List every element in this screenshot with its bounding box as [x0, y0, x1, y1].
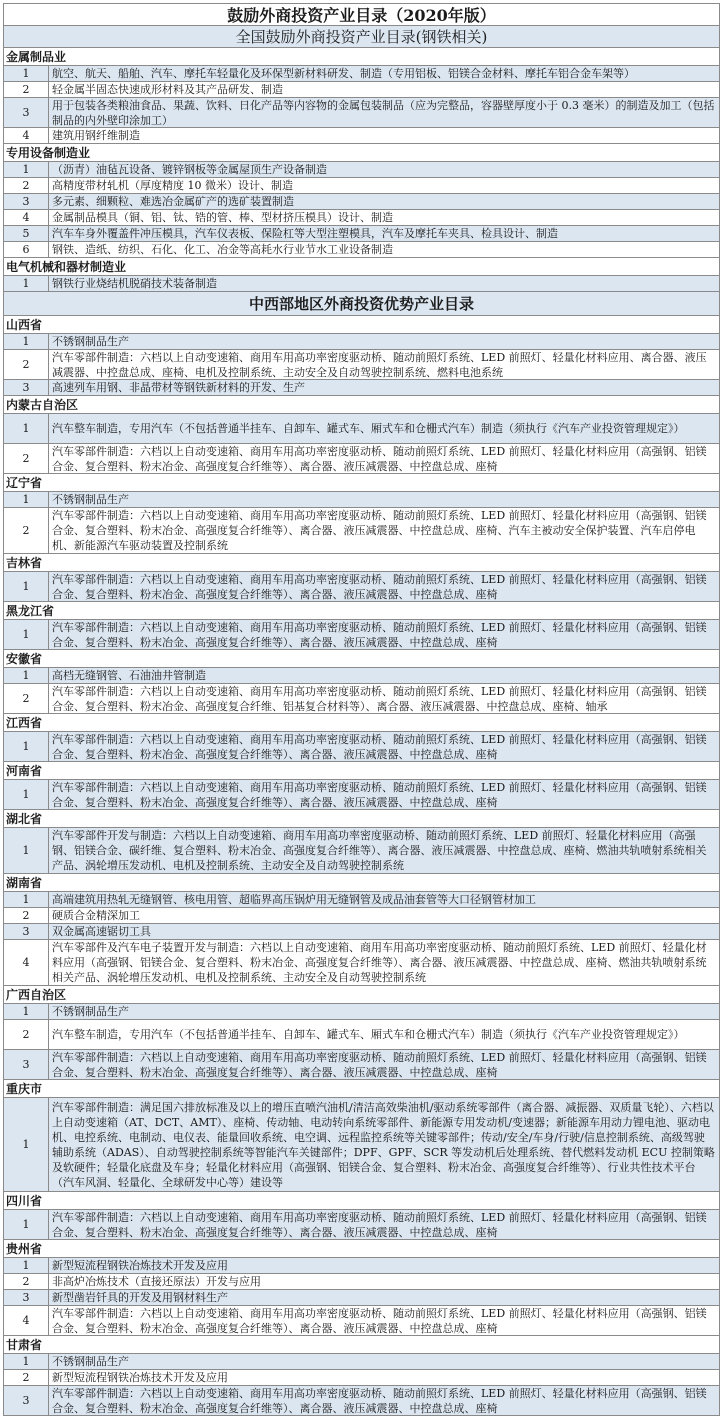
- row-text: 汽车零部件制造：六档以上自动变速箱、商用车用高功率密度驱动桥、随动前照灯系统、LED 前照灯、轻量化材料应用（高强钢、铝镁合金、复合塑料、粉末冶金、高强度复合纤维等）、离合器、液压减震器、中控盘总成、座椅: [52, 444, 707, 473]
- province-header: 甘肃省: [4, 1336, 720, 1354]
- western-catalog-title: 中西部地区外商投资优势产业目录: [4, 292, 720, 316]
- row-text: 汽车整车制造，专用汽车（不包括普通半挂车、自卸车、罐式车、厢式车和仓栅式汽车）制造（须执行《汽车产业投资管理规定》）: [52, 1028, 685, 1041]
- table-row: [4, 732, 720, 762]
- table-row: [4, 1370, 720, 1386]
- table-row: [4, 924, 720, 940]
- province-header: 贵州省: [4, 1240, 720, 1258]
- row-text: 硬质合金精深加工: [52, 909, 140, 922]
- row-number: 1: [4, 492, 49, 507]
- row-number: 3: [4, 1050, 49, 1079]
- row-text: 钢铁、造纸、纺织、石化、化工、冶金等高耗水行业节水工业设备制造: [52, 243, 393, 256]
- row-number: 2: [4, 178, 49, 193]
- province-header: 黑龙江省: [4, 602, 720, 620]
- table-row: [4, 276, 720, 292]
- row-number: 2: [4, 350, 49, 379]
- table-row: [4, 828, 720, 874]
- western-catalog: [4, 316, 720, 1416]
- row-text: 不锈钢制品生产: [52, 493, 129, 506]
- row-text: 航空、航天、船舶、汽车、摩托车轻量化及环保型新材料研发、制造（专用铝板、铝镁合金材料、摩托车铝合金车架等）: [52, 67, 635, 80]
- row-text: 高速列车用钢、非晶带材等钢铁新材料的开发、生产: [52, 381, 305, 394]
- row-number: 1: [4, 1258, 49, 1273]
- row-text: 高端建筑用热轧无缝钢管、核电用管、超临界高压锅炉用无缝钢管及成品油套管等大口径钢管材加工: [52, 893, 536, 906]
- row-text: 汽车零部件制造：六档以上自动变速箱、商用车用高功率密度驱动桥、随动前照灯系统、LED 前照灯、轻量化材料应用（高强钢、铝镁合金、复合塑料、粉末冶金、高强度复合纤维等）、离合器、液压减震器、中控盘总成、座椅: [52, 732, 707, 761]
- table-row: [4, 1354, 720, 1370]
- table-row: [4, 668, 720, 684]
- table-row: [4, 444, 720, 474]
- row-text: 金属制品模具（铜、铝、钛、锆的管、棒、型材挤压模具）设计、制造: [52, 211, 393, 224]
- row-number: 1: [4, 1098, 49, 1191]
- table-row: [4, 210, 720, 226]
- row-text: 汽车车身外覆盖件冲压模具，汽车仪表板、保险杠等大型注塑模具，汽车及摩托车夹具、检具设计、制造: [52, 227, 558, 240]
- province-header: 辽宁省: [4, 474, 720, 492]
- row-number: 1: [4, 828, 49, 873]
- row-number: 2: [4, 1274, 49, 1289]
- row-text: 非高炉冶炼技术（直接还原法）开发与应用: [52, 1275, 261, 1288]
- row-text: 汽车零部件制造：六档以上自动变速箱、商用车用高功率密度驱动桥、随动前照灯系统、LED 前照灯、轻量化材料应用（高强钢、铝镁合金、复合塑料、粉末冶金、高强度复合纤维等）、离合器、液压减震器、中控盘总成、座椅: [52, 1210, 707, 1239]
- province-header: 内蒙古自治区: [4, 396, 720, 414]
- row-number: 1: [4, 414, 49, 443]
- table-row: [4, 66, 720, 82]
- row-number: 3: [4, 380, 49, 395]
- table-row: [4, 98, 720, 128]
- table-row: [4, 1258, 720, 1274]
- table-row: [4, 226, 720, 242]
- row-number: 1: [4, 162, 49, 177]
- province-header: 安徽省: [4, 650, 720, 668]
- province-header: 河南省: [4, 762, 720, 780]
- row-number: 1: [4, 1004, 49, 1019]
- row-text: 高档无缝钢管、石油油井管制造: [52, 669, 206, 682]
- province-header: 吉林省: [4, 554, 720, 572]
- national-catalog-title: 全国鼓励外商投资产业目录(钢铁相关): [4, 26, 720, 48]
- row-number: 3: [4, 98, 49, 127]
- row-text: 汽车零部件制造：六档以上自动变速箱、商用车用高功率密度驱动桥、随动前照灯系统、LED 前照灯、轻量化材料应用（高强钢、铝镁合金、复合塑料、粉末冶金、高强度复合纤维、铝基复合材料等）、离合器、液压减震器、中控盘总成、座椅、轴承: [52, 684, 707, 713]
- row-text: 汽车零部件制造：六档以上自动变速箱、商用车用高功率密度驱动桥、随动前照灯系统、LED 前照灯、轻量化材料应用（高强钢、铝镁合金、复合塑料、粉末冶金、高强度复合纤维等）、离合器、液压减震器、中控盘总成、座椅: [52, 620, 707, 649]
- table-row: [4, 1306, 720, 1336]
- row-text: 双金属高速锯切工具: [52, 925, 151, 938]
- row-text: 汽车零部件制造：满足国六排放标准及以上的增压直喷汽油机/清洁高效柴油机/驱动系统零部件（离合器、减振器、双质量飞轮）、六档以上自动变速箱（AT、DCT、AMT）、座椅、传动轴、电动转向系统零部件、新能源专用发动机/变速器；新能源车用动力锂电池、驱动电机、电控系统、电制动、电仪表、能量回收系统、电空调、远程监控系统等关键零部件；传动/安全/车身/行驶/信息控制系统、高级驾驶辅助系统（ADAS）、自动驾驶控制系统等智能汽车关键部件；DPF、GPF、SCR 等发动机后处理系统、替代燃料发动机 ECU 控制策略及软硬件；轻量化底盘及车身；轻量化材料应用（高强钢、铝镁合金、复合塑料、粉末冶金、高强度复合纤维等）、行业共性技术平台（汽车风洞、轻量化、全球研发中心等）建设等: [52, 1100, 715, 1189]
- row-number: 1: [4, 732, 49, 761]
- table-row: [4, 572, 720, 602]
- row-text: 汽车零部件制造：六档以上自动变速箱、商用车用高功率密度驱动桥、随动前照灯系统、LED 前照灯、轻量化材料应用（高强钢、铝镁合金、复合塑料、粉末冶金、高强度复合纤维等）、离合器、液压减震器、中控盘总成、座椅: [52, 1050, 707, 1079]
- row-number: 5: [4, 226, 49, 241]
- row-number: 1: [4, 66, 49, 81]
- table-row: [4, 334, 720, 350]
- row-text: （沥青）油毡瓦设备、镀锌钢板等金属屋顶生产设备制造: [52, 163, 327, 176]
- table-row: [4, 892, 720, 908]
- table-row: [4, 1020, 720, 1050]
- row-number: 2: [4, 684, 49, 713]
- row-text: 新型短流程钢铁冶炼技术开发及应用: [52, 1371, 228, 1384]
- row-number: 4: [4, 128, 49, 143]
- province-header: 广西自治区: [4, 986, 720, 1004]
- row-number: 3: [4, 194, 49, 209]
- row-text: 汽车零部件开发与制造：六档以上自动变速箱、商用车用高功率密度驱动桥、随动前照灯系统、LED 前照灯、轻量化材料应用（高强钢、铝镁合金、碳纤维、复合塑料、粉末冶金、高强度复合纤维等）、离合器、液压减震器、中控盘总成、座椅、燃油共轨喷射系统相关产品、涡轮增压发动机、电机及控制系统、主动安全及自动驾驶控制系统: [52, 829, 707, 872]
- row-number: 4: [4, 210, 49, 225]
- table-row: [4, 1004, 720, 1020]
- table-row: [4, 178, 720, 194]
- row-text: 不锈钢制品生产: [52, 335, 129, 348]
- row-number: 2: [4, 508, 49, 553]
- row-number: 3: [4, 1290, 49, 1305]
- row-number: 6: [4, 242, 49, 257]
- table-row: [4, 350, 720, 380]
- row-number: 1: [4, 892, 49, 907]
- row-text: 不锈钢制品生产: [52, 1355, 129, 1368]
- row-text: 高精度带材轧机（厚度精度 10 微米）设计、制造: [52, 179, 293, 192]
- row-number: 2: [4, 908, 49, 923]
- row-number: 1: [4, 780, 49, 809]
- table-row: [4, 940, 720, 986]
- row-number: 2: [4, 1020, 49, 1049]
- table-row: [4, 1274, 720, 1290]
- national-catalog: [4, 48, 720, 292]
- row-number: 1: [4, 276, 49, 291]
- row-number: 1: [4, 572, 49, 601]
- row-text: 新型短流程钢铁冶炼技术开发及应用: [52, 1259, 228, 1272]
- table-row: [4, 82, 720, 98]
- province-header: 山西省: [4, 316, 720, 334]
- row-text: 汽车零部件制造：六档以上自动变速箱、商用车用高功率密度驱动桥、随动前照灯系统、LED 前照灯、轻量化材料应用（高强钢、铝镁合金、复合塑料、粉末冶金、高强度复合纤维等）、离合器、液压减震器、中控盘总成、座椅: [52, 1386, 707, 1415]
- row-number: 1: [4, 1210, 49, 1239]
- row-text: 汽车零部件制造：六档以上自动变速箱、商用车用高功率密度驱动桥、随动前照灯系统、LED 前照灯、轻量化材料应用（高强钢、铝镁合金、复合塑料、粉末冶金、高强度复合纤维等）、离合器、液压减震器、中控盘总成、座椅: [52, 572, 707, 601]
- row-number: 1: [4, 620, 49, 649]
- row-number: 1: [4, 1354, 49, 1369]
- row-number: 2: [4, 82, 49, 97]
- table-row: [4, 1290, 720, 1306]
- row-text: 新型凿岩钎具的开发及用钢材料生产: [52, 1291, 228, 1304]
- row-number: 2: [4, 1370, 49, 1385]
- industry-category: 电气机械和器材制造业: [4, 258, 720, 276]
- row-text: 汽车零部件制造：六档以上自动变速箱、商用车用高功率密度驱动桥、随动前照灯系统、LED 前照灯、轻量化材料应用（高强钢、铝镁合金、复合塑料、粉末冶金、高强度复合纤维等）、离合器、液压减震器、中控盘总成、座椅: [52, 780, 707, 809]
- table-row: [4, 780, 720, 810]
- row-number: 3: [4, 924, 49, 939]
- table-row: [4, 242, 720, 258]
- row-number: 4: [4, 1306, 49, 1335]
- table-row: [4, 684, 720, 714]
- row-text: 多元素、细颗粒、难选冶金属矿产的选矿装置制造: [52, 195, 294, 208]
- province-header: 四川省: [4, 1192, 720, 1210]
- row-text: 汽车零部件及汽车电子装置开发与制造：六档以上自动变速箱、商用车用高功率密度驱动桥、随动前照灯系统、LED 前照灯、轻量化材料应用（高强钢、铝镁合金、复合塑料、粉末冶金、高强度复合纤维等）、离合器、液压减震器、中控盘总成、座椅、燃油共轨喷射系统相关产品、涡轮增压发动机、电机及控制系统、主动安全及自动驾驶控制系统: [52, 941, 707, 984]
- table-row: [4, 1210, 720, 1240]
- row-text: 轻金属半固态快速成形材料及其产品研发、制造: [52, 83, 283, 96]
- row-text: 汽车整车制造，专用汽车（不包括普通半挂车、自卸车、罐式车、厢式车和仓栅式汽车）制造（须执行《汽车产业投资管理规定》）: [52, 422, 685, 435]
- province-header: 江西省: [4, 714, 720, 732]
- province-header: 重庆市: [4, 1080, 720, 1098]
- row-number: 1: [4, 668, 49, 683]
- catalog-table: [3, 3, 720, 1416]
- row-text: 不锈钢制品生产: [52, 1005, 129, 1018]
- table-row: [4, 908, 720, 924]
- industry-category: 金属制品业: [4, 48, 720, 66]
- table-row: [4, 1098, 720, 1192]
- table-row: [4, 194, 720, 210]
- table-row: [4, 380, 720, 396]
- row-text: 汽车零部件制造：六档以上自动变速箱、商用车用高功率密度驱动桥、随动前照灯系统、LED 前照灯、轻量化材料应用（高强钢、铝镁合金、复合塑料、粉末冶金、高强度复合纤维等）、离合器、液压减震器、中控盘总成、座椅、汽车主被动安全保护装置、汽车启停电机、新能源汽车驱动装置及控制系统: [52, 509, 707, 552]
- industry-category: 专用设备制造业: [4, 144, 720, 162]
- province-header: 湖南省: [4, 874, 720, 892]
- table-row: [4, 492, 720, 508]
- row-text: 建筑用钢纤维制造: [52, 129, 140, 142]
- row-text: 钢铁行业烧结机脱硝技术装备制造: [52, 277, 217, 290]
- row-number: 3: [4, 1386, 49, 1415]
- row-text: 汽车零部件制造：六档以上自动变速箱、商用车用高功率密度驱动桥、随动前照灯系统、LED 前照灯、轻量化材料应用（高强钢、铝镁合金、复合塑料、粉末冶金、高强度复合纤维等）、离合器、液压减震器、中控盘总成、座椅: [52, 1306, 707, 1335]
- table-row: [4, 414, 720, 444]
- table-row: [4, 620, 720, 650]
- row-text: 用于包装各类粮油食品、果蔬、饮料、日化产品等内容物的金属包装制品（应为完整品，容器壁厚度小于 0.3 毫米）的制造及加工（包括制品的内外壁印涂加工）: [52, 98, 715, 127]
- table-row: [4, 162, 720, 178]
- province-header: 湖北省: [4, 810, 720, 828]
- row-number: 4: [4, 940, 49, 985]
- table-row: [4, 508, 720, 554]
- table-row: [4, 1050, 720, 1080]
- document-title: 鼓励外商投资产业目录（2020年版）: [4, 4, 720, 26]
- table-row: [4, 128, 720, 144]
- table-row: [4, 1386, 720, 1416]
- row-number: 2: [4, 444, 49, 473]
- row-text: 汽车零部件制造：六档以上自动变速箱、商用车用高功率密度驱动桥、随动前照灯系统、LED 前照灯、轻量化材料应用、离合器、液压减震器、中控盘总成、座椅、电机及控制系统、主动安全及自动驾驶控制系统、燃料电池系统: [52, 350, 707, 379]
- row-number: 1: [4, 334, 49, 349]
